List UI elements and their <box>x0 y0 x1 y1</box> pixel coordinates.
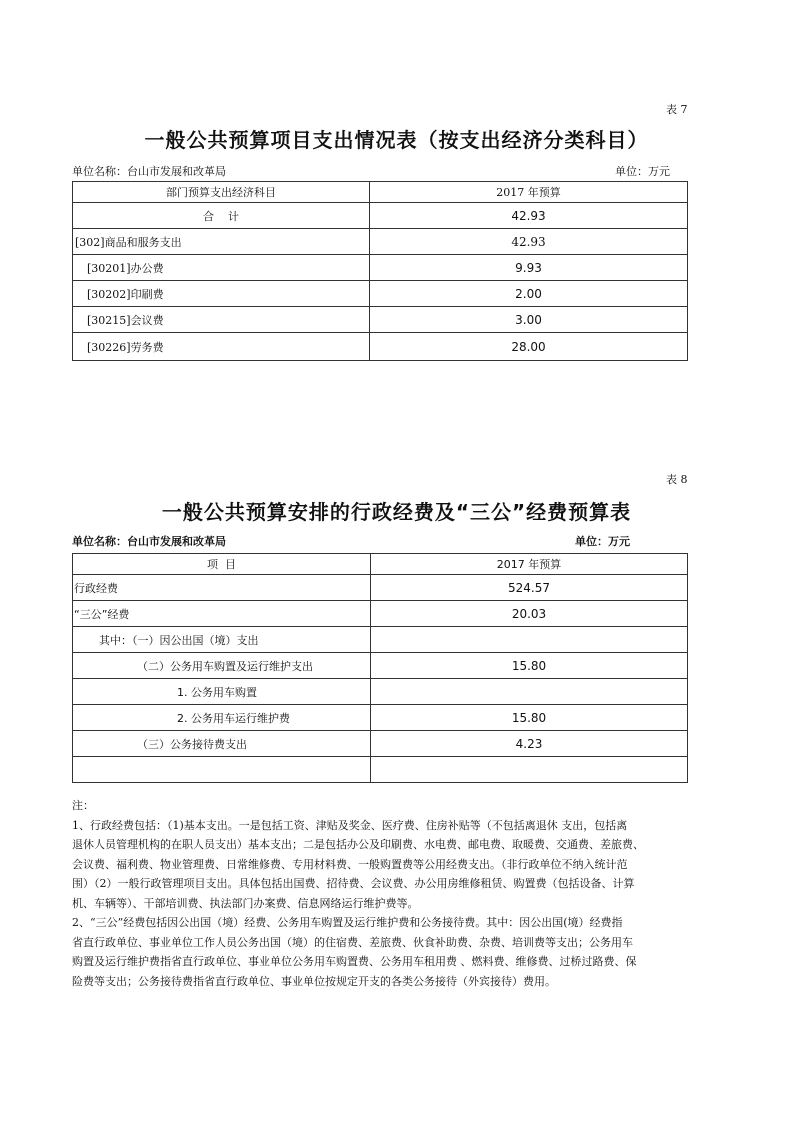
row-value: 4.23 <box>371 731 688 757</box>
note-2-line: 2、“三公”经费包括因公出国（境）经费、公务用车购置及运行维护费和公务接待费。其中：因公出国(境）经费指 <box>72 916 623 929</box>
table-row <box>73 281 688 307</box>
table-row <box>73 757 688 783</box>
table8-header-row <box>73 554 688 575</box>
table-row <box>73 575 688 601</box>
table-row <box>73 307 688 333</box>
table-row <box>73 627 688 653</box>
table7-header-item: 部门预算支出经济科目 <box>73 182 370 203</box>
table8 <box>72 553 688 783</box>
table8-tag: 表 8 <box>666 473 688 486</box>
row-label: “三公”经费 <box>73 601 371 627</box>
row-value <box>371 757 688 783</box>
row-label: [30215]会议费 <box>73 307 370 333</box>
table8-header-item: 项 目 <box>73 554 371 575</box>
row-label: [30201]办公费 <box>73 255 370 281</box>
row-value <box>371 679 688 705</box>
table-row <box>73 229 688 255</box>
row-label: 合 计 <box>73 203 370 229</box>
row-label: 2. 公务用车运行维护费 <box>73 705 371 731</box>
table8-unit: 单位：万元 <box>575 535 630 548</box>
table8-unit-name: 单位名称：台山市发展和改革局 <box>72 535 226 548</box>
row-label: [30202]印刷费 <box>73 281 370 307</box>
note-2-line: 险费等支出；公务接待费指省直行政单位、事业单位按规定开支的各类公务接待（外宾接待）费用。 <box>72 974 556 988</box>
row-label: 1. 公务用车购置 <box>73 679 371 705</box>
note-1-line: 围）（2）一般行政管理项目支出。具体包括出国费、招待费、会议费、办公用房维修租赁、购置费（包括设备、计算 <box>72 877 635 890</box>
table-row <box>73 203 688 229</box>
note-2-line: 购置及运行维护费指省直行政单位、事业单位公务用车购置费、公务用车租用费 、燃料费、维修费、过桥过路费、保 <box>72 955 637 968</box>
row-label <box>73 757 371 783</box>
notes <box>72 796 692 991</box>
table-row <box>73 333 688 361</box>
row-value: 524.57 <box>371 575 688 601</box>
table-row <box>73 705 688 731</box>
row-label: （二）公务用车购置及运行维护支出 <box>73 653 371 679</box>
note-1-line: 1、行政经费包括：（1)基本支出。一是包括工资、津贴及奖金、医疗费、住房补贴等（不包括离退休 支出，包括离 <box>72 818 628 832</box>
row-value: 28.00 <box>370 333 688 361</box>
table7-header-row <box>73 182 688 203</box>
row-value <box>371 627 688 653</box>
table7-header-year: 2017 年预算 <box>370 182 688 203</box>
row-value: 15.80 <box>371 653 688 679</box>
table8-header-year: 2017 年预算 <box>371 554 688 575</box>
note-2-line: 省直行政单位、事业单位工作人员公务出国（境）的住宿费、差旅费、伙食补助费、杂费、培训费等支出；公务用车 <box>72 935 633 949</box>
table-row <box>73 731 688 757</box>
row-label: [30226]劳务费 <box>73 333 370 361</box>
row-value: 42.93 <box>370 229 688 255</box>
table7 <box>72 181 688 361</box>
row-value: 20.03 <box>371 601 688 627</box>
row-value: 9.93 <box>370 255 688 281</box>
row-value: 42.93 <box>370 203 688 229</box>
notes-heading: 注： <box>72 799 94 812</box>
table7-tag: 表 7 <box>666 103 688 116</box>
table7-unit: 单位：万元 <box>615 165 670 178</box>
table-row <box>73 653 688 679</box>
row-value: 2.00 <box>370 281 688 307</box>
note-1-line: 会议费、福利费、物业管理费、日常维修费、专用材料费、一般购置费等公用经费支出。（非行政单位不纳入统计范 <box>72 857 628 871</box>
table7-unit-name: 单位名称：台山市发展和改革局 <box>72 165 226 178</box>
table-row <box>73 601 688 627</box>
row-value: 15.80 <box>371 705 688 731</box>
row-label: 其中：（一）因公出国（境）支出 <box>73 627 371 653</box>
table-row <box>73 679 688 705</box>
table-row <box>73 255 688 281</box>
note-1-line: 退休人员管理机构的在职人员支出）基本支出；二是包括办公及印刷费、水电费、邮电费、取暖费、交通费、差旅费、 <box>72 838 644 851</box>
row-label: （三）公务接待费支出 <box>73 731 371 757</box>
row-value: 3.00 <box>370 307 688 333</box>
note-1-line: 机、车辆等）、干部培训费、执法部门办案费、信息网络运行维护费等。 <box>72 896 419 910</box>
table8-title: 一般公共预算安排的行政经费及“三公”经费预算表 <box>161 500 632 524</box>
row-label: 行政经费 <box>73 575 371 601</box>
row-label: [302]商品和服务支出 <box>73 229 370 255</box>
table7-title: 一般公共预算项目支出情况表（按支出经济分类科目） <box>144 128 649 152</box>
